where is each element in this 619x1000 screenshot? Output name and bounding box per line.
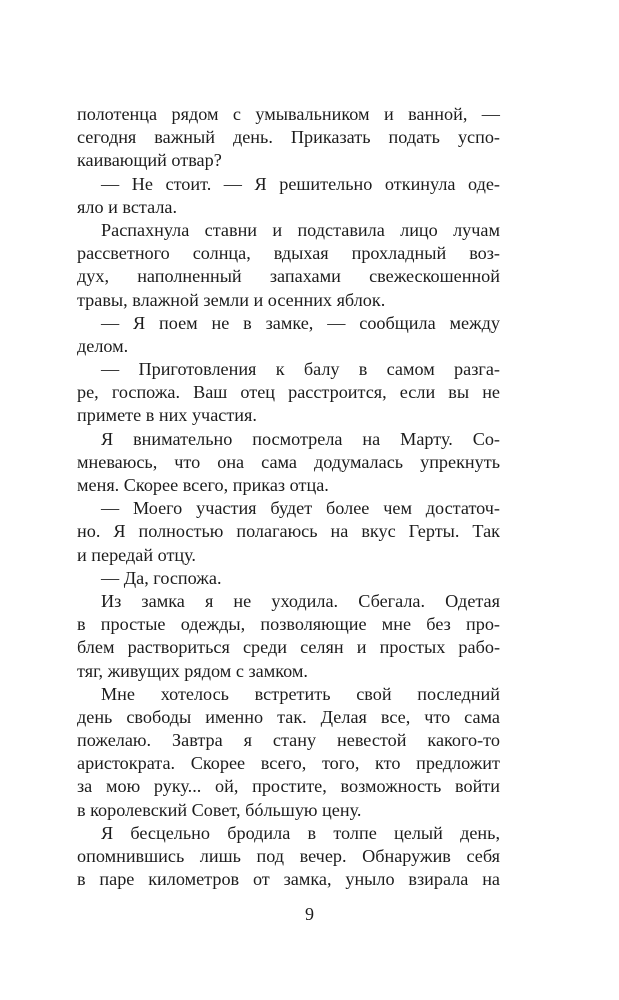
text-line: яло и встала. (77, 196, 178, 217)
text-line: в королевский Совет, бóльшую цену. (77, 799, 362, 820)
text-line: блем раствориться среди селян и простых рабо- (77, 637, 500, 658)
text-line: — Я поем не в замке, — сообщила между (101, 312, 500, 333)
text-line: полотенца рядом с умывальником и ванной, — (77, 104, 500, 124)
text-line: опомнившись лишь под вечер. Обнаружив себя (77, 846, 500, 866)
text-line: день свободы именно так. Делая все, что сама (77, 706, 500, 727)
text-line: ре, госпожа. Ваш отец расстроится, если вы не (77, 382, 500, 403)
page-number: 9 (305, 904, 314, 924)
text-line: тяг, живущих рядом с замком. (77, 660, 308, 681)
text-line: Распахнула ставни и подставила лицо лучам (101, 219, 500, 240)
text-line: в паре километров от замка, уныло взирала на (77, 869, 500, 890)
text-line: Из замка я не уходила. Сбегала. Одетая (101, 590, 500, 611)
text-line: травы, влажной земли и осенних яблок. (77, 289, 386, 310)
text-line: делом. (77, 335, 129, 356)
text-line: рассветного солнца, вдыхая прохладный воз- (77, 243, 500, 264)
text-line: меня. Скорее всего, приказ отца. (77, 475, 329, 495)
text-line: в простые одежды, позволяющие мне без про- (77, 614, 500, 635)
text-line: пожелаю. Завтра я стану невестой какого-то (77, 730, 500, 751)
text-line: — Моего участия будет более чем достаточ- (101, 498, 500, 519)
text-line: сегодня важный день. Приказать подать успо- (77, 127, 500, 148)
text-line: и передай отцу. (77, 544, 196, 565)
text-line: — Приготовления к балу в самом разга- (101, 359, 500, 380)
text-line: — Не стоит. — Я решительно откинула оде- (101, 173, 500, 194)
text-line: но. Я полностью полагаюсь на вкус Герты. Так (77, 521, 500, 542)
text-line: Я внимательно посмотрела на Марту. Со- (101, 428, 500, 449)
text-line: примете в них участия. (77, 405, 257, 426)
text-line: за мою руку... ой, простите, возможность войти (77, 776, 500, 797)
text-line: — Да, госпожа. (101, 567, 222, 588)
text-line: дух, наполненный запахами свежескошенной (77, 266, 500, 287)
text-line: аристократа. Скорее всего, того, кто предложит (77, 753, 500, 774)
text-line: Мне хотелось встретить свой последний (101, 683, 500, 704)
text-line: мневаюсь, что она сама додумалась упрекнуть (77, 451, 500, 472)
body-text (77, 103, 500, 891)
text-line: Я бесцельно бродила в толпе целый день, (101, 822, 500, 843)
text-line: каивающий отвар? (77, 150, 222, 171)
